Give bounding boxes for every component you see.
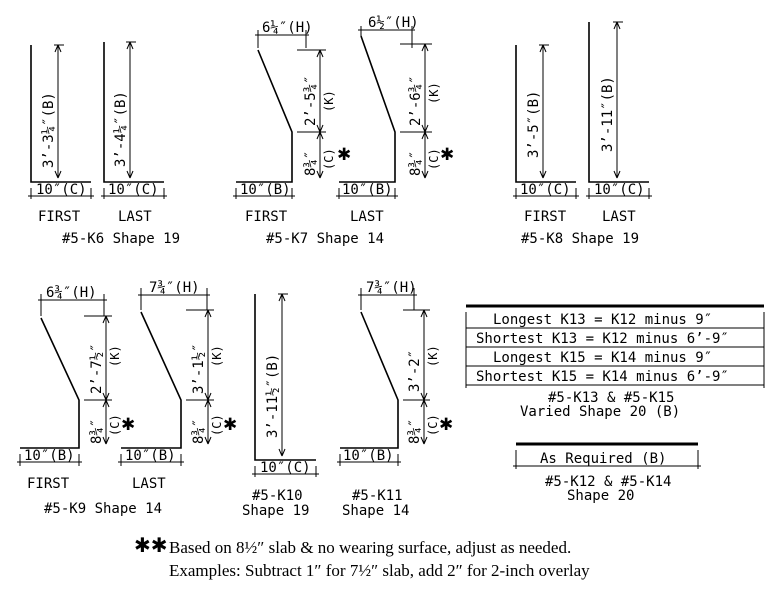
k9-first-top-label: 6¾″(H) [46,285,97,301]
k8-first-height-label: 3’-5″(B) [526,90,542,158]
k8-title: #5-K8 Shape 19 [521,231,640,247]
k7-first-bar [236,50,292,182]
varied-line-4: Shortest K15 = K14 minus 6’-9″ [476,369,729,385]
footnote-asterisk: ✱✱ [134,533,168,557]
varied-title-line2: Varied Shape 20 (B) [520,404,681,420]
required-group [513,444,701,504]
k9-last-base-label: 10″(B) [125,448,176,464]
k8-first-caption: FIRST [524,209,567,225]
k7-last-k-label: 2’-6¾″ [408,75,424,126]
k7-first-c-label: 8¾″ [303,150,319,176]
varied-group [466,306,764,420]
varied-line-2: Shortest K13 = K12 minus 6’-9″ [476,331,729,347]
varied-title-line1: #5-K13 & #5-K15 [548,390,675,406]
k6-last-height-label: 3’-4¼″(B) [113,91,129,167]
k9-last-k-label: 3’-1½″ [191,343,207,394]
k9-last-c-code: (C) [210,414,224,436]
k11-title-line1: #5-K11 [352,488,403,504]
k8-first-bar [516,45,576,182]
k9-first-caption: FIRST [27,476,70,492]
k9-last-top-label: 7¾″(H) [149,280,200,296]
k11-c-code: (C) [426,414,440,436]
k8-last-caption: LAST [602,209,636,225]
k11-asterisk: ✱ [439,415,454,435]
required-title-line2: Shape 20 [567,488,635,504]
k11-base-label: 10″(B) [343,448,394,464]
k9-first-c-code: (C) [108,414,122,436]
footnote-line1: Based on 8½″ slab & no wearing surface, adjust as needed. [169,538,572,557]
k10-title-line1: #5-K10 [252,488,303,504]
k9-title: #5-K9 Shape 14 [44,501,163,517]
varied-line-3: Longest K15 = K14 minus 9″ [493,350,713,366]
required-title-line1: #5-K12 & #5-K14 [545,474,672,490]
k9-first-k-code: (K) [108,345,122,367]
k6-first-caption: FIRST [38,209,81,225]
k6-last-base-label: 10″(C) [108,182,159,198]
k9-first-base-label: 10″(B) [24,448,75,464]
k9-last-caption: LAST [132,476,166,492]
k7-first-base-label: 10″(B) [240,182,291,198]
k7-first-top-label: 6¼″(H) [262,20,313,36]
k11-top-label: 7¾″(H) [366,280,417,296]
k7-last-base-label: 10″(B) [342,182,393,198]
k11-group [337,280,453,519]
k7-last-c-label: 8¾″ [408,150,424,176]
k7-last-k-code: (K) [427,82,441,104]
k7-first-k-code: (K) [322,90,336,112]
k6-group [28,42,180,247]
k11-k-label: 3’-2″ [407,349,423,392]
k7-title: #5-K7 Shape 14 [266,231,385,247]
k9-group [17,280,237,517]
k11-k-code: (K) [426,345,440,367]
footnote-line2: Examples: Subtract 1″ for 7½″ slab, add 2″ for 2-inch overlay [169,561,590,580]
k7-last-top-label: 6½″(H) [368,15,419,31]
k8-first-base-label: 10″(C) [520,182,571,198]
k9-first-asterisk: ✱ [121,415,136,435]
k11-title-line2: Shape 14 [342,503,410,519]
k11-bar [340,312,398,448]
k7-group [233,15,454,247]
k9-first-k-label: 2’-7½″ [89,343,105,394]
k7-first-k-label: 2’-5¾″ [303,75,319,126]
k9-last-k-code: (K) [210,345,224,367]
k10-base-label: 10″(C) [260,460,311,476]
k9-first-bar [20,318,79,448]
k9-last-c-label: 8¾″ [191,418,207,444]
k8-last-base-label: 10″(C) [594,182,645,198]
k7-last-caption: LAST [350,209,384,225]
k8-last-bar [589,22,649,182]
k7-last-asterisk: ✱ [440,145,455,165]
k7-last-c-code: (C) [427,148,441,170]
k10-group [242,294,319,519]
k9-last-asterisk: ✱ [223,415,238,435]
k10-height-label: 3’-11½″(B) [265,353,281,438]
varied-line-1: Longest K13 = K12 minus 9″ [493,312,713,328]
k11-c-label: 8¾″ [407,418,423,444]
k9-first-c-label: 8¾″ [89,418,105,444]
k7-first-c-code: (C) [322,148,336,170]
required-label: As Required (B) [540,451,667,467]
k6-first-bar [31,45,91,182]
k8-group [513,22,652,247]
k6-first-height-label: 3’-3¼″(B) [41,92,57,168]
k8-last-height-label: 3’-11″(B) [600,76,616,152]
k6-title: #5-K6 Shape 19 [62,231,181,247]
k10-title-line2: Shape 19 [242,503,310,519]
k7-first-asterisk: ✱ [337,145,352,165]
k7-first-caption: FIRST [245,209,288,225]
k6-last-caption: LAST [118,209,152,225]
footnote [134,533,590,580]
k6-first-base-label: 10″(C) [36,182,87,198]
